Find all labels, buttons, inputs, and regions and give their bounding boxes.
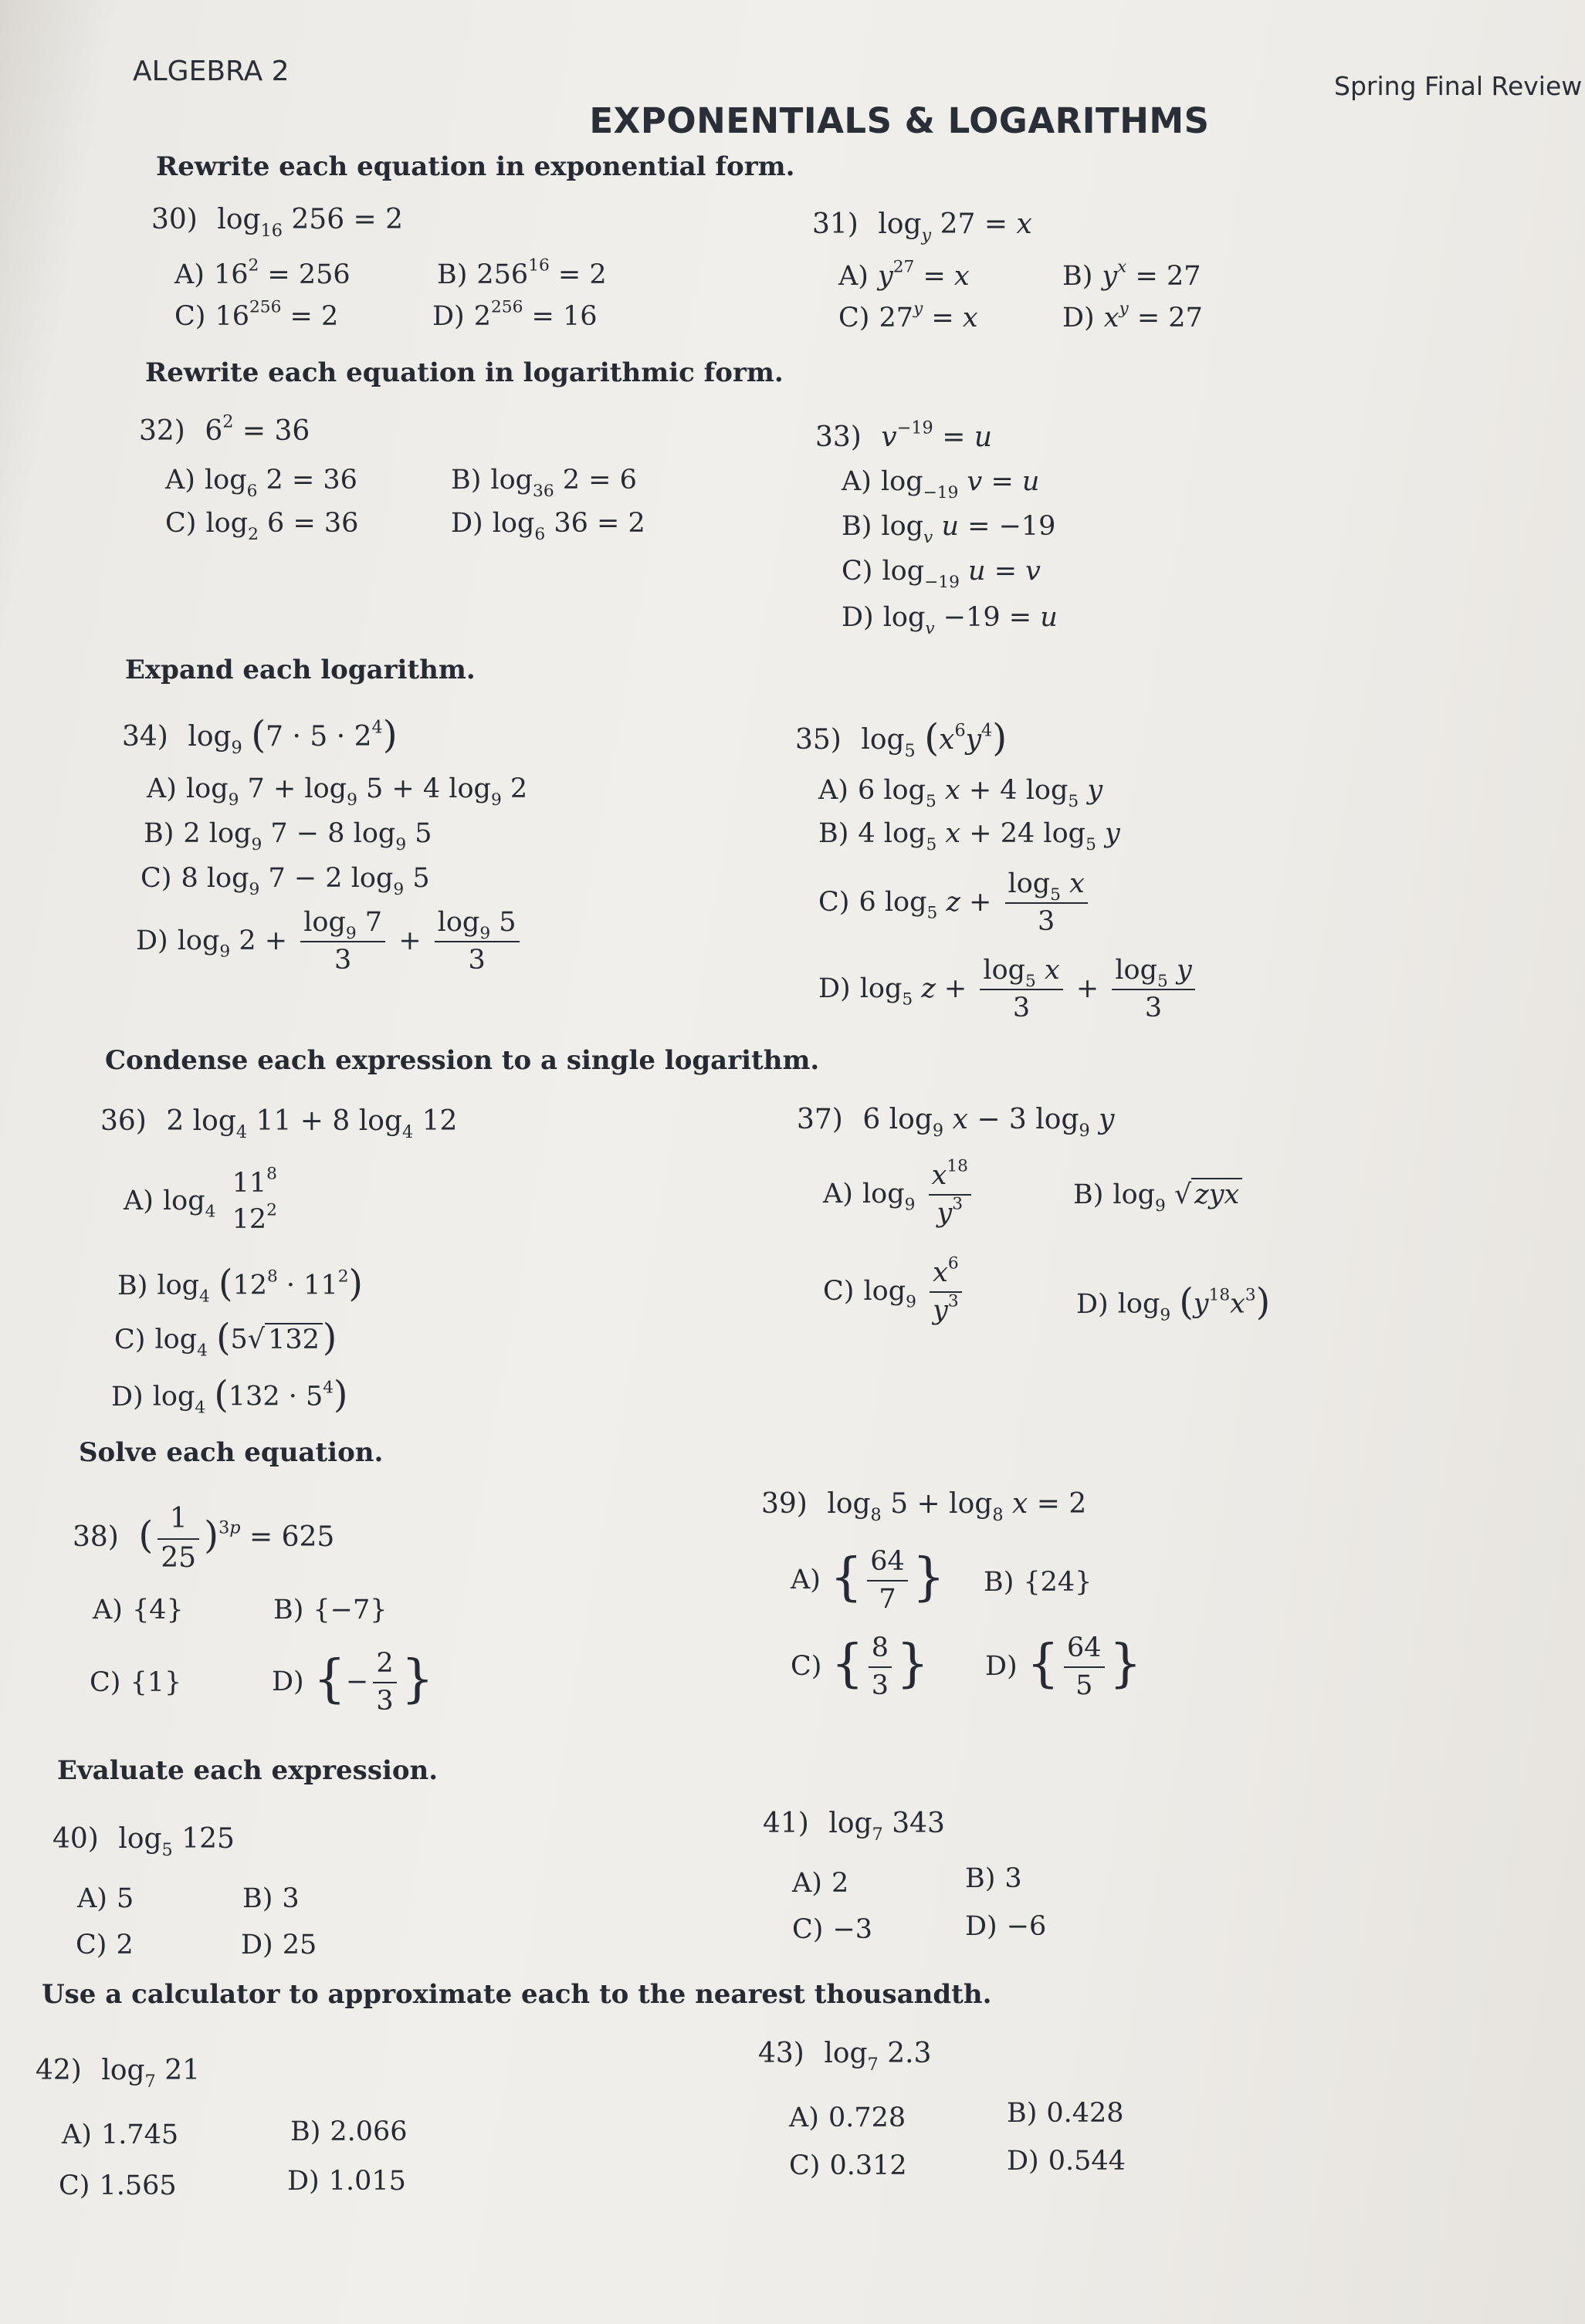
question-argument: 125 <box>181 1823 235 1855</box>
option-value: 1.015 <box>328 2166 406 2197</box>
option-label: A) <box>124 1185 154 1216</box>
option-41a <box>792 1868 848 1899</box>
option-39a: A) { $\frac{64}{7}$ } <box>791 1544 945 1619</box>
option-label: A) <box>818 775 848 806</box>
option-31c: C) $27^y = x$ <box>838 299 978 333</box>
question-number: 30) <box>151 204 198 235</box>
option-label: B) <box>1062 261 1093 292</box>
option-label: C) <box>114 1324 146 1355</box>
question-expression: 6 $\log_9 x - 3$ $\log_9 y$ <box>862 1104 1115 1142</box>
question-expression: $v^{-19} = u$ <box>881 418 992 453</box>
option-value: 1.565 <box>99 2170 177 2201</box>
page-title: EXPONENTIALS & LOGARITHMS <box>589 100 1210 141</box>
option-39b: B) {24} <box>984 1567 1092 1598</box>
option-label: C) <box>818 886 850 918</box>
question-33 <box>815 418 992 453</box>
section-heading-expand: Expand each logarithm. <box>125 655 476 685</box>
option-30a: A) $16^2 = 256$ <box>174 255 351 290</box>
section-heading-condense: Condense each expression to a single logarithm. <box>105 1045 820 1076</box>
option-value: 5 <box>116 1883 134 1914</box>
option-label: B) <box>1007 2098 1038 2129</box>
option-label: D) <box>985 1650 1018 1682</box>
option-35b: B) 4 $\log_5 x + 24$ $\log_5 y$ <box>818 818 1120 854</box>
option-32c: C) $\log_2 6 = 36$ <box>165 508 359 544</box>
question-40 <box>52 1823 235 1861</box>
option-36a: A) $\log_4$ $11^8$ $12^2$ <box>124 1164 277 1236</box>
option-41d <box>965 1911 1046 1942</box>
option-30c: C) $16^{256} = 2$ <box>174 297 339 332</box>
question-number: 32) <box>139 415 185 447</box>
option-label: C) <box>823 1275 855 1307</box>
option-30d: D) $2^{256} = 16$ <box>432 297 598 332</box>
question-42 <box>36 2055 201 2092</box>
option-label: C) <box>174 301 206 332</box>
option-label: A) <box>792 1868 822 1899</box>
option-34a: A) $\log_9 7 + \log_9 5 + 4$ $\log_9 2$ <box>147 773 528 810</box>
option-value: 25 <box>282 1930 317 1960</box>
question-expression: $\log_7 2.3$ <box>824 2038 932 2075</box>
option-40a <box>77 1883 134 1914</box>
option-38b: B) {−7} <box>273 1595 388 1625</box>
question-number: 34) <box>122 720 168 753</box>
option-label: B) <box>437 259 468 290</box>
option-37b: B) $\log_9$ √ zyx <box>1073 1179 1242 1210</box>
question-number: 33) <box>815 421 862 453</box>
option-40c <box>76 1930 134 1960</box>
option-label: B) <box>965 1863 996 1894</box>
option-label: D) <box>1062 303 1095 333</box>
question-35 <box>795 716 1007 759</box>
question-expression: $\log_5 (x^6y^4)$ <box>861 716 1008 761</box>
option-43d <box>1007 2146 1126 2177</box>
question-argument: 2.3 <box>887 2038 932 2069</box>
option-33c: C) $\log_{-19} u = v$ <box>842 556 1041 592</box>
option-value: 2 <box>116 1930 134 1960</box>
option-value: 2.066 <box>330 2116 408 2147</box>
option-label: B) <box>290 2116 321 2147</box>
question-32 <box>139 411 310 447</box>
option-33d: D) $\log_v -19 = u$ <box>842 602 1058 638</box>
option-36b: B) $\log_4 (12^8 \cdot 11^2)$ <box>117 1263 363 1307</box>
option-42a <box>62 2119 178 2150</box>
option-label: B) <box>117 1270 148 1301</box>
option-31b: B) $y^x = 27$ <box>1062 257 1201 292</box>
question-43 <box>758 2038 932 2075</box>
option-34c: C) 8 $\log_9 7 - 2$ $\log_9 5$ <box>141 863 430 899</box>
question-expression: $\log_9 (7 \cdot 5 \cdot 2^4)$ <box>188 713 398 758</box>
option-label: B) <box>144 818 174 849</box>
course-label: ALGEBRA 2 <box>133 56 290 87</box>
option-value: 3 <box>1004 1863 1022 1894</box>
option-label: A) <box>838 261 869 292</box>
option-label: D) <box>842 602 874 633</box>
option-value: 0.544 <box>1048 2146 1126 2177</box>
option-value: 0.428 <box>1046 2098 1124 2129</box>
question-expression: $\log_{16} 256 = 2$ <box>217 204 404 242</box>
question-38 <box>73 1500 334 1577</box>
question-expression: $\log_y 27 = x$ <box>878 208 1032 246</box>
option-label: B) <box>273 1595 304 1625</box>
question-39 <box>761 1488 1087 1526</box>
option-label: A) <box>165 465 195 496</box>
option-label: D) <box>272 1666 304 1697</box>
option-label: A) <box>147 773 177 804</box>
option-label: C) <box>90 1667 121 1698</box>
question-expression: $6^2 = 36$ <box>205 411 310 447</box>
option-35c: C) 6 $\log_5 z$ + $\frac{\log_5 x}{3}$ <box>818 866 1092 941</box>
option-43a <box>789 2102 906 2133</box>
option-label: A) <box>791 1564 821 1595</box>
option-35d: D) $\log_5 z$ + $\frac{\log_5 x}{3}$ + $\frac{\log_5 y}{3}$ <box>818 952 1200 1027</box>
option-39d: D) { $\frac{64}{5}$ } <box>985 1630 1142 1705</box>
option-label: C) <box>842 556 873 587</box>
question-41 <box>763 1808 945 1845</box>
option-label: D) <box>818 973 851 1004</box>
question-expression: ( $\frac{1}{25}$ )$^{3p}$ = 625 <box>138 1521 334 1553</box>
question-number: 41) <box>763 1808 809 1839</box>
question-number: 40) <box>52 1823 99 1855</box>
question-number: 35) <box>795 723 842 756</box>
option-42d <box>287 2166 406 2197</box>
option-43c <box>789 2150 907 2181</box>
option-38c: C) {1} <box>90 1667 182 1698</box>
option-40b <box>242 1883 300 1914</box>
option-38d: D) {− $\frac{2}{3}$ } <box>272 1646 434 1720</box>
option-label: A) <box>174 259 205 290</box>
option-34b: B) 2 $\log_9 7 - 8$ $\log_9 5$ <box>144 818 432 854</box>
question-31 <box>812 208 1032 246</box>
option-value: 1.745 <box>100 2119 179 2150</box>
option-42c <box>59 2170 177 2201</box>
option-30b: B) $256^{16} = 2$ <box>437 255 607 290</box>
option-label: D) <box>965 1911 997 1942</box>
option-37d: D) $\log_9 (y^{18}x^3)$ <box>1076 1281 1271 1325</box>
option-label: D) <box>1007 2146 1039 2177</box>
option-36c: C) $\log_4 (5√$ 132) <box>114 1317 337 1361</box>
option-label: C) <box>838 303 870 333</box>
question-number: 42) <box>36 2055 82 2086</box>
question-expression: 2 $\log_4 11 + 8$ $\log_4 12$ <box>166 1105 458 1143</box>
option-label: B) <box>451 465 482 496</box>
option-39c: C) { $\frac{8}{3}$ } <box>791 1630 929 1705</box>
option-label: B) <box>818 818 849 849</box>
option-label: D) <box>136 925 168 956</box>
option-label: B) <box>842 511 872 542</box>
option-37c: C) $\log_9$ $\frac{x^6}{y^3}$ <box>823 1255 967 1330</box>
option-42b <box>290 2116 408 2147</box>
review-label: Spring Final Review <box>1334 71 1583 101</box>
option-40d <box>241 1930 317 1960</box>
option-label: C) <box>792 1914 824 1945</box>
option-label: C) <box>165 508 197 539</box>
option-41c <box>792 1914 872 1945</box>
question-number: 43) <box>758 2038 804 2069</box>
question-number: 38) <box>73 1521 119 1553</box>
option-32d: D) $\log_6 36 = 2$ <box>451 508 645 544</box>
question-30 <box>151 204 404 242</box>
option-label: A) <box>62 2119 92 2150</box>
option-37a: A) $\log_9$ $\frac{x^{18}}{y^3}$ <box>823 1158 976 1233</box>
option-label: D) <box>241 1930 273 1960</box>
question-34 <box>122 713 398 756</box>
option-label: B) <box>1073 1179 1104 1210</box>
question-number: 36) <box>100 1105 147 1137</box>
option-31a: A) $y^{27} = x$ <box>838 257 970 292</box>
question-number: 31) <box>812 208 859 240</box>
option-33a: A) $\log_{-19} v = u$ <box>842 466 1040 502</box>
question-expression: $\log_8 5 + \log_8 x = 2$ <box>827 1488 1087 1526</box>
option-label: A) <box>789 2102 819 2133</box>
option-label: D) <box>111 1381 144 1412</box>
section-heading-calculator: Use a calculator to approximate each to the nearest thousandth. <box>42 1979 992 2010</box>
option-label: C) <box>76 1930 107 1960</box>
section-heading-logarithmic-form: Rewrite each equation in logarithmic form. <box>145 357 784 388</box>
option-label: C) <box>59 2170 90 2201</box>
option-label: B) <box>984 1567 1014 1598</box>
option-label: A) <box>77 1883 107 1914</box>
option-label: C) <box>141 863 172 894</box>
question-expression: $\log_7 21$ <box>101 2055 201 2092</box>
question-argument: 21 <box>164 2055 201 2086</box>
option-38a: A) {4} <box>93 1595 184 1625</box>
option-value: 0.728 <box>828 2102 906 2133</box>
option-value: −6 <box>1006 1911 1047 1942</box>
option-41b <box>965 1863 1022 1894</box>
option-label: A) <box>823 1178 853 1209</box>
option-label: A) <box>93 1595 123 1625</box>
question-number: 39) <box>761 1488 808 1520</box>
option-label: D) <box>287 2166 320 2197</box>
question-36 <box>100 1105 458 1143</box>
option-label: A) <box>842 466 872 497</box>
question-expression: $\log_5 125$ <box>118 1823 235 1861</box>
option-label: D) <box>432 301 465 332</box>
option-label: B) <box>242 1883 273 1914</box>
option-value: 2 <box>831 1868 849 1899</box>
section-heading-evaluate: Evaluate each expression. <box>57 1755 439 1786</box>
option-label: C) <box>791 1650 822 1682</box>
option-value: 0.312 <box>829 2150 907 2181</box>
option-label: D) <box>1076 1288 1109 1320</box>
question-argument: 343 <box>892 1808 945 1839</box>
option-33b: B) $\log_v u = -19$ <box>842 511 1056 547</box>
option-35a: A) 6 $\log_5 x + 4$ $\log_5 y$ <box>818 775 1103 811</box>
option-32b: B) $\log_{36} 2 = 6$ <box>451 465 637 501</box>
option-32a: A) $\log_6 2 = 36$ <box>165 465 357 501</box>
question-expression: $\log_7 343$ <box>828 1808 945 1845</box>
question-number: 37) <box>797 1104 843 1135</box>
option-label: C) <box>789 2150 821 2181</box>
option-31d: D) $x^y = 27$ <box>1062 299 1203 333</box>
option-value: 3 <box>282 1883 300 1914</box>
option-43b <box>1007 2098 1124 2129</box>
question-37 <box>797 1104 1115 1142</box>
section-heading-solve: Solve each equation. <box>79 1437 384 1468</box>
section-heading-exponential-form: Rewrite each equation in exponential form. <box>156 151 795 182</box>
option-label: D) <box>451 508 483 539</box>
option-36d: D) $\log_4 (132 \cdot 5^4)$ <box>111 1374 348 1418</box>
option-34d: D) $\log_9 2$ + $\frac{\log_9 7}{3}$ + $\frac{\log_9 5}{3}$ <box>136 905 524 979</box>
option-value: −3 <box>832 1914 873 1945</box>
